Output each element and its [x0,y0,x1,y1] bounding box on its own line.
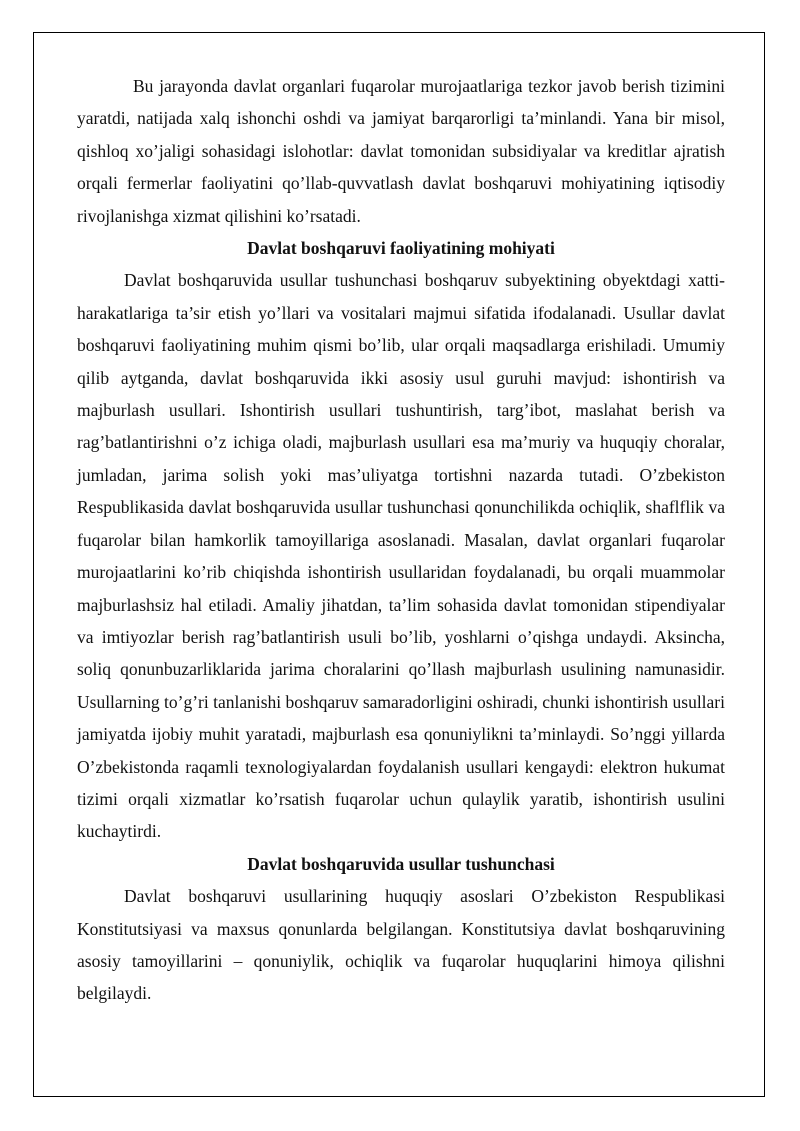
paragraph-intro: Bu jarayonda davlat organlari fuqarolar murojaatlariga tezkor javob berish tizimini yaratdi, natijada xalq ishonchi oshdi va jamiyat barqarorligi ta’minlandi. Yana bir misol, qishloq xo’jaligi sohasidagi islohotlar: davlat tomonidan subsidiyalar va kreditlar ajratish orqali fermerlar faoliyatini qo’llab-quvvatlash davlat boshqaruvi mohiyatining iqtisodiy rivojlanishga xizmat qilishini ko’rsatadi. [77,76,725,226]
document-body [77,70,725,1010]
section-heading-usullar: Davlat boshqaruvida usullar tushunchasi [247,853,555,874]
section-heading-mohiyati: Davlat boshqaruvi faoliyatining mohiyati [247,238,555,259]
paragraph-huquqiy-asoslar: Davlat boshqaruvi usullarining huquqiy asoslari O’zbekiston Respublikasi Konstitutsiyasi va maxsus qonunlarda belgilangan. Konstitutsiya davlat boshqaruvining asosiy tamoyillarini – qonuniylik, ochiqlik va fuqarolar huquqlarini himoya qilishni belgilaydi. [77,886,725,1004]
paragraph-usullar: Davlat boshqaruvida usullar tushunchasi boshqaruv subyektining obyektdagi xatti-harakatlariga ta’sir etish yo’llari va vositalari majmui sifatida ifodalanadi. Usullar davlat boshqaruvi faoliyatining muhim qismi bo’lib, ular orqali maqsadlarga erishiladi. Umumiy qilib aytganda, davlat boshqaruvida ikki asosiy usul guruhi mavjud: ishontirish va majburlash usullari. Ishontirish usullari tushuntirish, targ’ibot, maslahat berish va rag’batlantirishni o’z ichiga oladi, majburlash usullari esa ma’muriy va huquqiy choralar, jumladan, jarima solish yoki mas’uliyatga tortishni nazarda tutadi. O’zbekiston Respublikasida davlat boshqaruvida usullar tushunchasi qonunchilikda ochiqlik, shaflflik va fuqarolar bilan hamkorlik tamoyillariga asoslanadi. Masalan, davlat organlari fuqarolar murojaatlarini ko’rib chiqishda ishontirish usullaridan foydalanadi, bu orqali muammolar majburlashsiz hal etiladi. Amaliy jihatdan, ta’lim sohasida davlat tomonidan stipendiyalar va imtiyozlar berish rag’batlantirish usuli bo’lib, yoshlarni o’qishga undaydi. Aksincha, soliq qonunbuzarliklarida jarima choralarini qo’llash majburlash usulining namunasidir. Usullarning to’g’ri tanlanishi boshqaruv samaradorligini oshiradi, chunki ishontirish usullari jamiyatda ijobiy muhit yaratadi, majburlash esa qonuniylikni ta’minlaydi. So’nggi yillarda O’zbekistonda raqamli texnologiyalardan foydalanish usullari kengaydi: elektron hukumat tizimi orqali xizmatlar ko’rsatish fuqarolar uchun qulaylik yaratib, ishontirish usulini kuchaytirdi. [77,270,725,842]
